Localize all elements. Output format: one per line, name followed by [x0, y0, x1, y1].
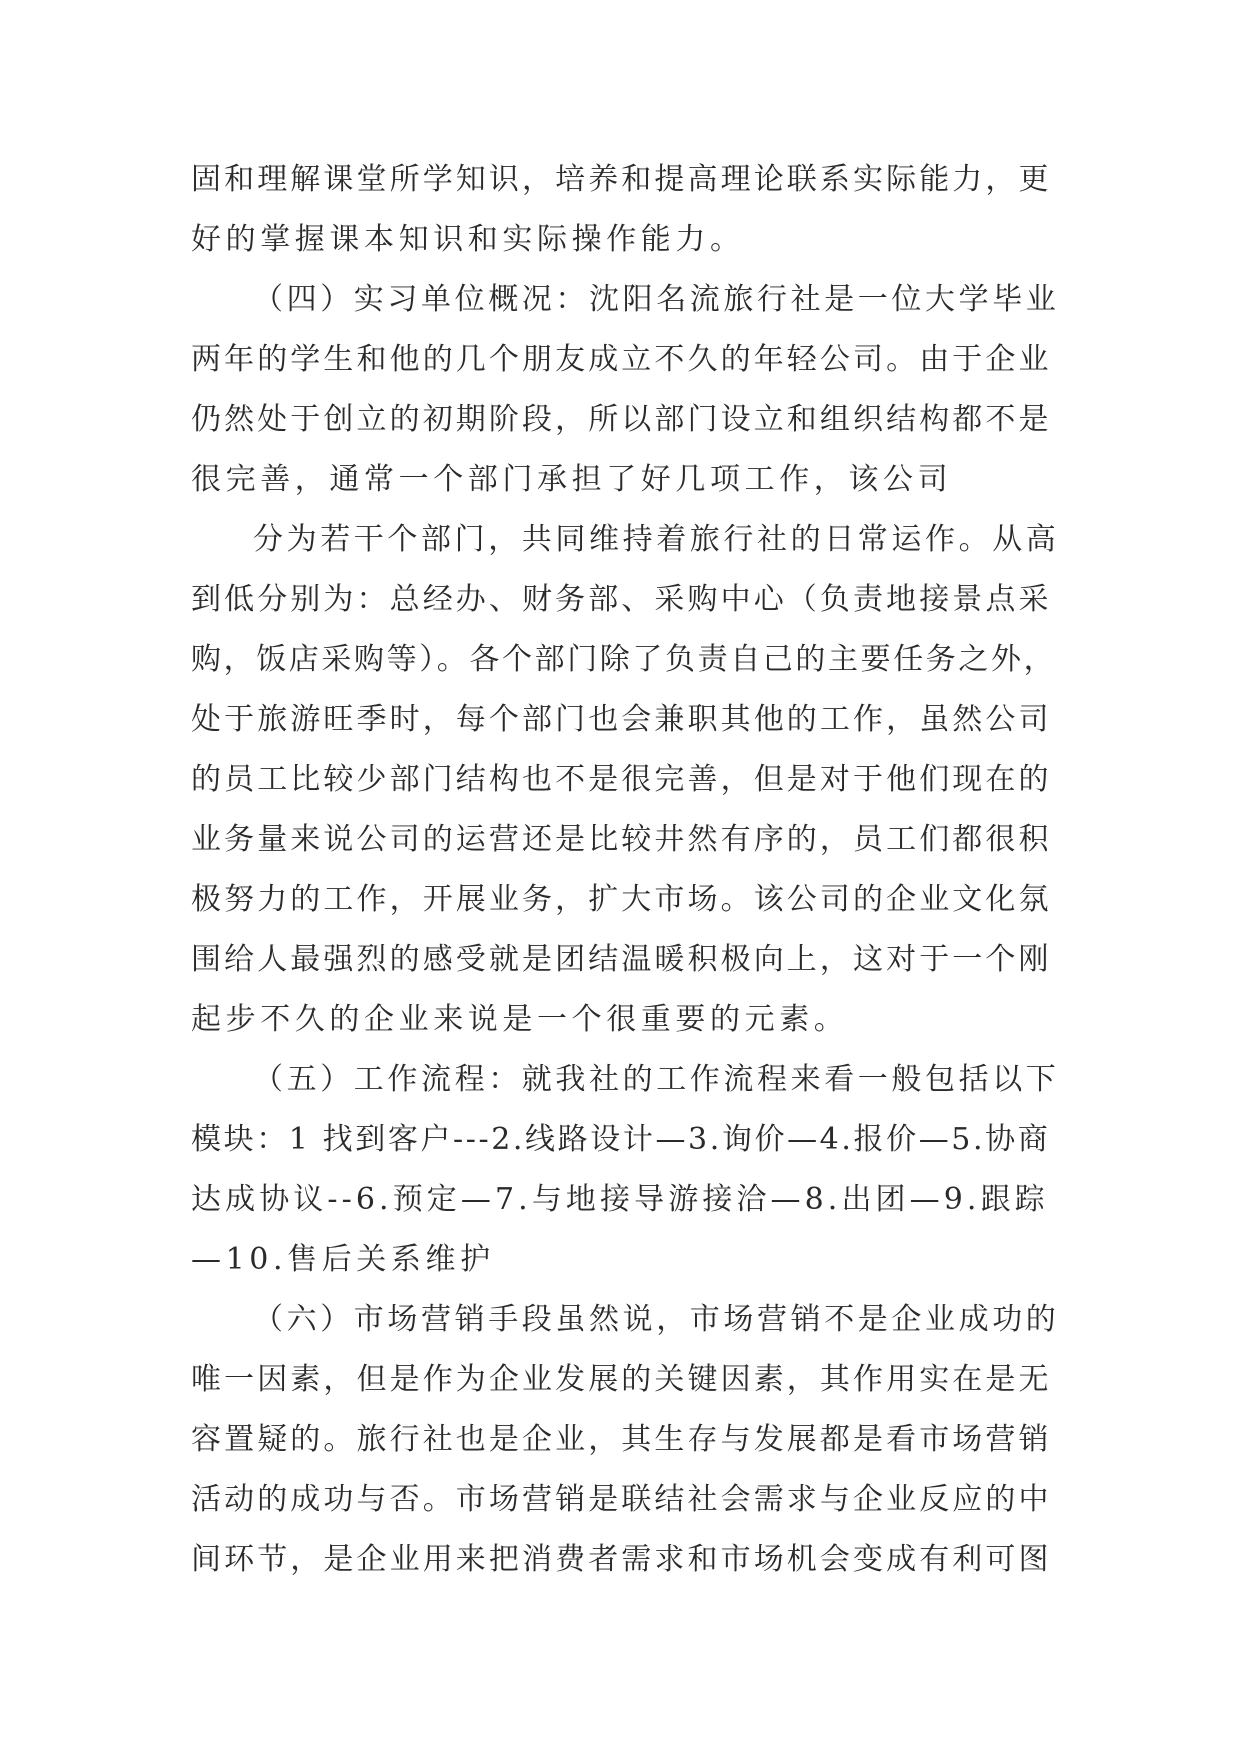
text-line: 活动的成功与否。市场营销是联结社会需求与企业反应的中: [191, 1482, 1052, 1517]
text-line: 两年的学生和他的几个朋友成立不久的年轻公司。由于企业: [191, 342, 1052, 377]
text-line: 到低分别为：总经办、财务部、采购中心（负责地接景点采: [191, 582, 1052, 617]
text-line: 固和理解课堂所学知识，培养和提高理论联系实际能力，更: [191, 162, 1052, 197]
text-line: 唯一因素，但是作为企业发展的关键因素，其作用实在是无: [191, 1362, 1052, 1397]
text-line: 仍然处于创立的初期阶段，所以部门设立和组织结构都不是: [191, 402, 1052, 437]
text-line: 达成协议--6.预定—7.与地接导游接洽—8.出团—9.跟踪: [191, 1182, 1049, 1217]
paragraph-heading-5: （五）工作流程：就我社的工作流程来看一般包括以下: [253, 1062, 1060, 1097]
text-line: 的员工比较少部门结构也不是很完善，但是对于他们现在的: [191, 762, 1052, 797]
text-line: 间环节，是企业用来把消费者需求和市场机会变成有利可图: [191, 1542, 1052, 1577]
text-line: 围给人最强烈的感受就是团结温暖积极向上，这对于一个刚: [191, 942, 1052, 977]
text-line: 模块：1 找到客户---2.线路设计—3.询价—4.报价—5.协商: [191, 1122, 1051, 1157]
text-line: 起步不久的企业来说是一个很重要的元素。: [191, 1002, 849, 1037]
text-line: 业务量来说公司的运营还是比较井然有序的，员工们都很积: [191, 822, 1052, 857]
text-line: —10.售后关系维护: [191, 1242, 495, 1277]
paragraph-start: 分为若干个部门，共同维持着旅行社的日常运作。从高: [253, 522, 1060, 557]
text-line: 处于旅游旺季时，每个部门也会兼职其他的工作，虽然公司: [191, 702, 1052, 737]
text-line: 容置疑的。旅行社也是企业，其生存与发展都是看市场营销: [191, 1422, 1052, 1457]
paragraph-heading-4: （四）实习单位概况：沈阳名流旅行社是一位大学毕业: [253, 282, 1060, 317]
paragraph-heading-6: （六）市场营销手段虽然说，市场营销不是企业成功的: [253, 1302, 1060, 1337]
text-line: 很完善，通常一个部门承担了好几项工作，该公司: [191, 462, 953, 497]
text-line: 极努力的工作，开展业务，扩大市场。该公司的企业文化氛: [191, 882, 1052, 917]
text-line: 好的掌握课本知识和实际操作能力。: [191, 222, 745, 257]
text-line: 购，饭店采购等）。各个部门除了负责自己的主要任务之外，: [191, 642, 1057, 677]
